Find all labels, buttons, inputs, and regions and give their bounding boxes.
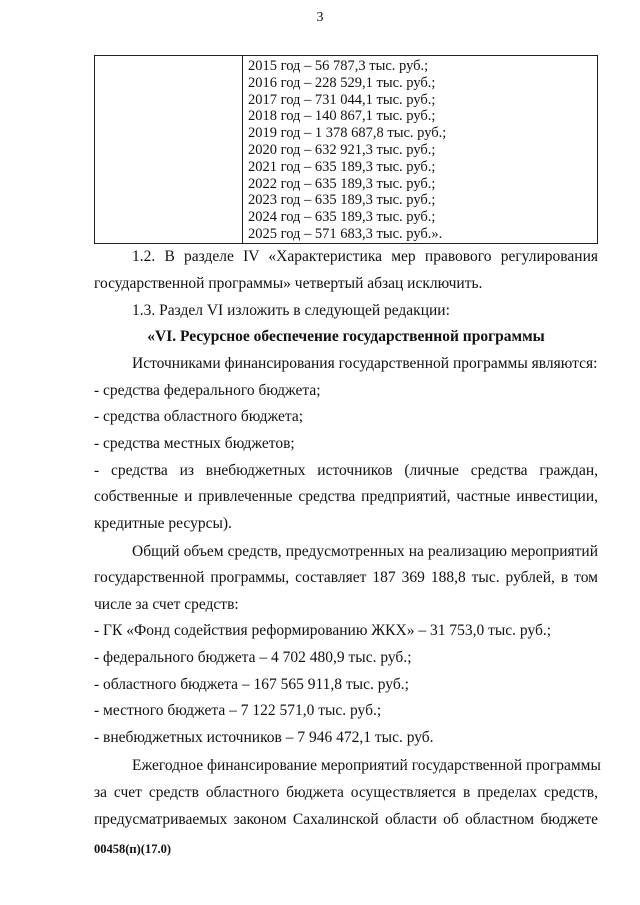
- table-row: 2017 год – 731 044,1 тыс. руб.;: [248, 91, 436, 108]
- paragraph-line: кредитные ресурсы).: [94, 515, 232, 532]
- list-item: - средства местных бюджетов;: [94, 435, 295, 452]
- page-number: 3: [316, 10, 324, 25]
- list-item: - средства федерального бюджета;: [94, 382, 321, 399]
- list-item: - средства областного бюджета;: [94, 408, 304, 425]
- paragraph-line: собственные и привлеченные средства предприятий, частные инвестиции,: [94, 488, 598, 505]
- list-item: - федерального бюджета – 4 702 480,9 тыс. руб.;: [94, 649, 412, 666]
- section-heading: «VI. Ресурсное обеспечение государственной программы: [147, 328, 545, 345]
- list-item: - областного бюджета – 167 565 911,8 тыс. руб.;: [94, 676, 409, 693]
- document-code: 00458(п)(17.0): [94, 842, 171, 856]
- paragraph-line: Ежегодное финансирование мероприятий государственной программы: [132, 757, 601, 774]
- paragraph-line: за счет средств областного бюджета осуществляется в пределах средств,: [94, 784, 598, 801]
- table-row: 2025 год – 571 683,3 тыс. руб.».: [248, 225, 443, 242]
- table-row: 2016 год – 228 529,1 тыс. руб.;: [248, 74, 436, 91]
- list-item: - местного бюджета – 7 122 571,0 тыс. руб.;: [94, 702, 382, 719]
- list-item: - ГК «Фонд содействия реформированию ЖКХ» – 31 753,0 тыс. руб.;: [94, 622, 552, 639]
- paragraph-line: государственной программы» четвертый абзац исключить.: [94, 275, 483, 292]
- paragraph-line: Источниками финансирования государственной программы являются:: [132, 355, 598, 372]
- paragraph-line: предусматриваемых законом Сахалинской области об областном бюджете: [94, 811, 598, 828]
- funding-table-years-cell: [243, 56, 597, 243]
- list-item: - средства из внебюджетных источников (личные средства граждан,: [94, 462, 598, 479]
- table-row: 2024 год – 635 189,3 тыс. руб.;: [248, 209, 436, 226]
- paragraph-line: Общий объем средств, предусмотренных на реализацию мероприятий: [132, 543, 598, 560]
- funding-table: [94, 55, 598, 244]
- table-row: 2018 год – 140 867,1 тыс. руб.;: [248, 108, 436, 125]
- paragraph-line: государственной программы, составляет 187 369 188,8 тыс. рублей, в том: [94, 569, 598, 586]
- table-row: 2021 год – 635 189,3 тыс. руб.;: [248, 158, 436, 175]
- table-row: 2019 год – 1 378 687,8 тыс. руб.;: [248, 125, 447, 142]
- paragraph-line: 1.3. Раздел VI изложить в следующей редакции:: [132, 302, 450, 319]
- table-row: 2023 год – 635 189,3 тыс. руб.;: [248, 192, 436, 209]
- paragraph-line: числе за счет средств:: [94, 596, 239, 613]
- paragraph-line: 1.2. В разделе IV «Характеристика мер правового регулирования: [132, 248, 598, 265]
- table-row: 2022 год – 635 189,3 тыс. руб.;: [248, 175, 436, 192]
- table-row: 2020 год – 632 921,3 тыс. руб.;: [248, 141, 436, 158]
- table-row: 2015 год – 56 787,3 тыс. руб.;: [248, 58, 429, 74]
- list-item: - внебюджетных источников – 7 946 472,1 тыс. руб.: [94, 729, 434, 746]
- funding-table-empty-cell: [95, 56, 243, 243]
